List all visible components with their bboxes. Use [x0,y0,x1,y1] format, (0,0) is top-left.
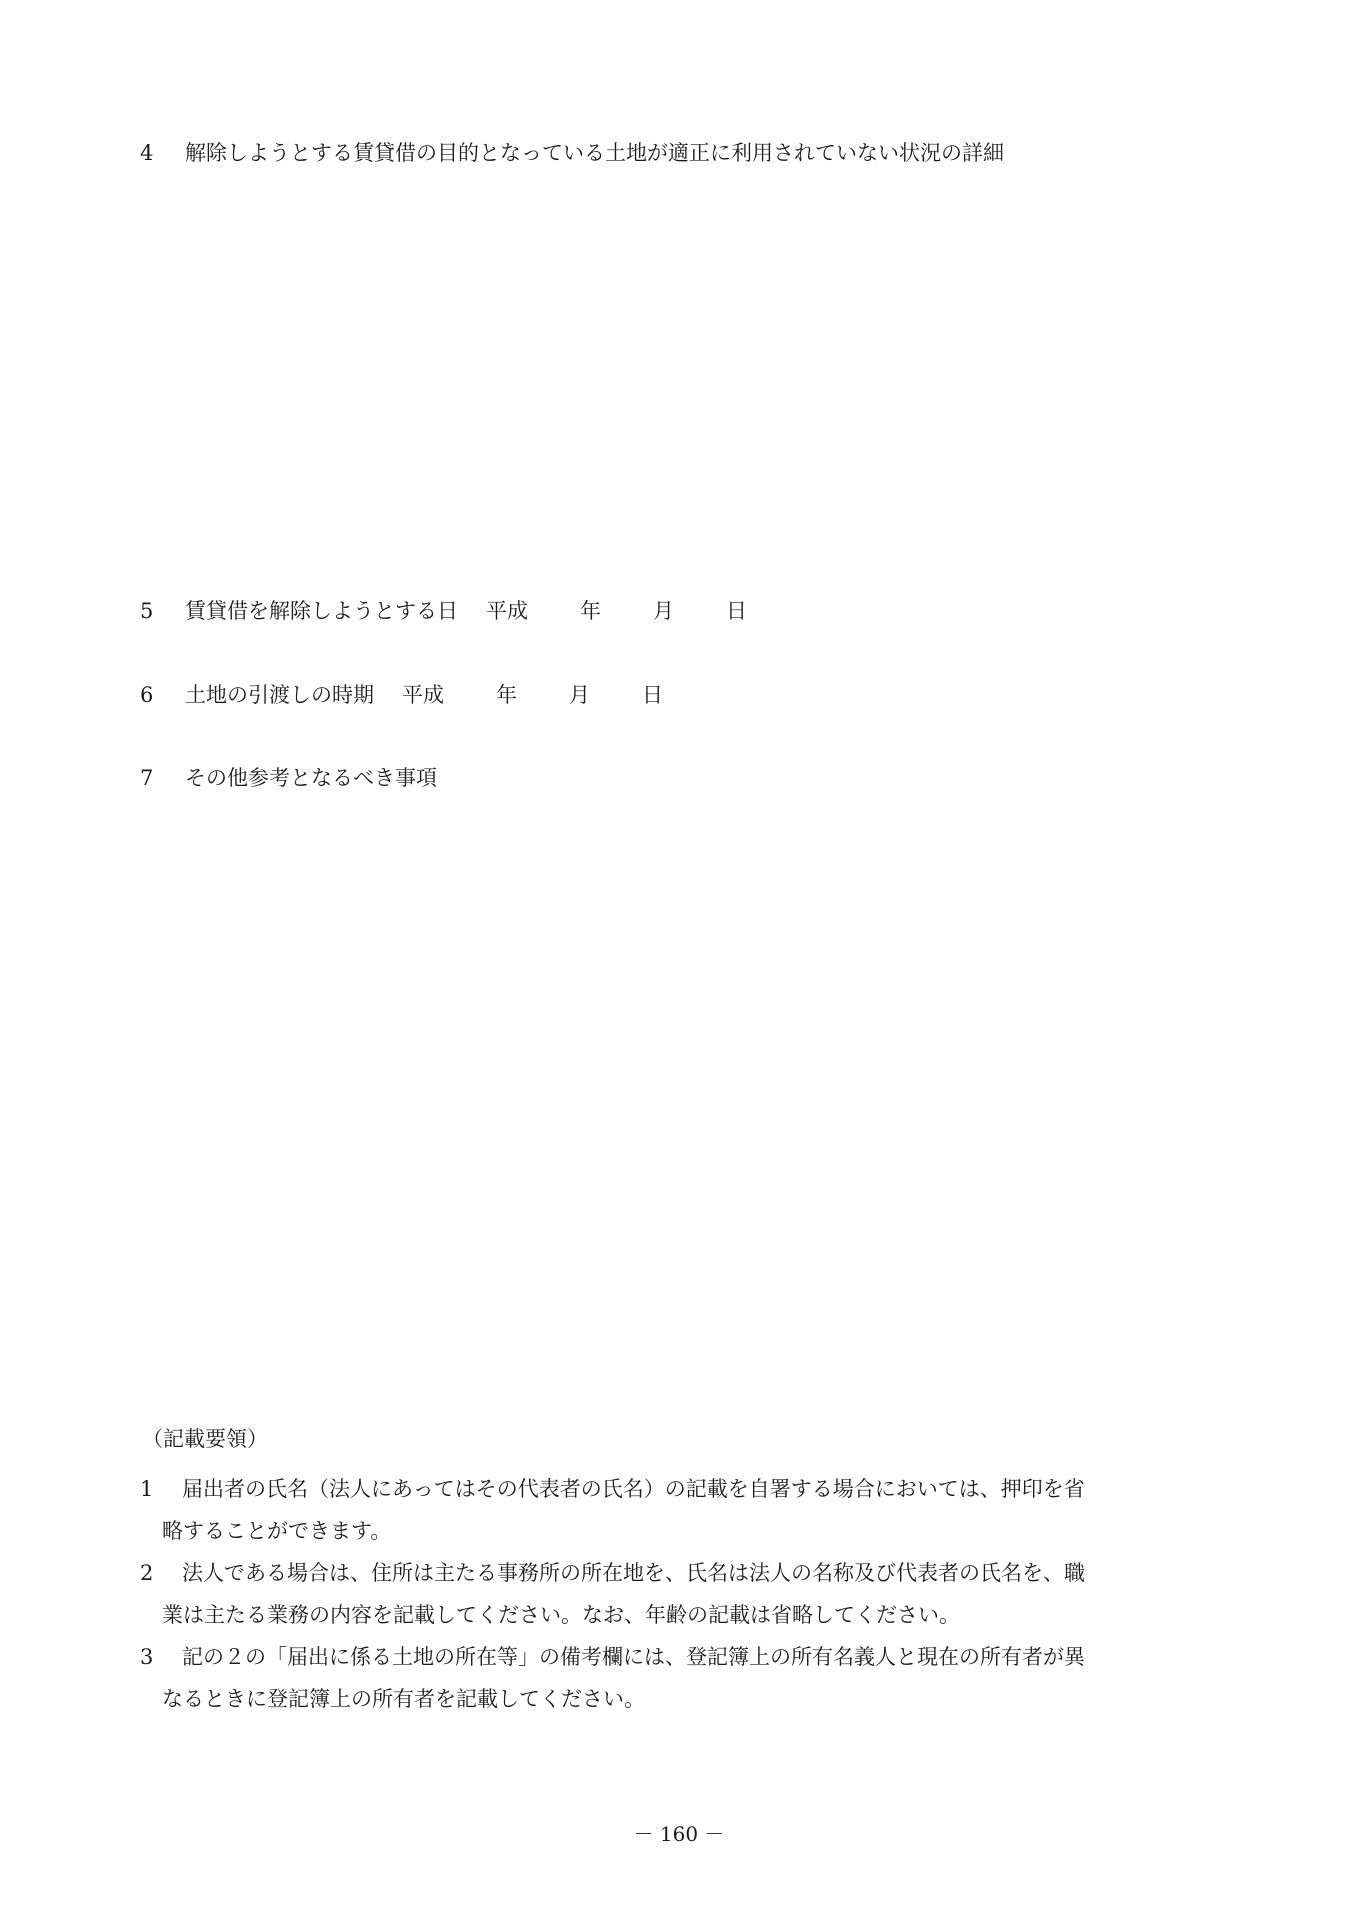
item-4-unused-land-details [140,138,1004,168]
instruction-number: 3 [140,1645,154,1669]
year-label: 年 [580,599,601,623]
instruction-text-line: 略することができます。 [162,1519,392,1543]
day-label: 日 [642,683,663,707]
era-label: 平成 [486,599,528,623]
item-label: 賃貸借を解除しようとする日 [185,599,458,623]
year-label: 年 [496,683,517,707]
item-text: 解除しようとする賃貸借の目的となっている土地が適正に利用されていない状況の詳細 [185,141,1004,165]
item-label: 土地の引渡しの時期 [185,683,374,707]
instruction-item [140,1552,1230,1636]
instructions-heading: （記載要領） [142,1427,268,1451]
day-label: 日 [726,599,747,623]
instruction-number: 2 [140,1561,154,1585]
instruction-text-line: 法人である場合は、住所は主たる事務所の所在地を、氏名は法人の名称及び代表者の氏名を、職 [182,1561,1085,1585]
instruction-item [140,1636,1230,1720]
instruction-text-line: 記の２の「届出に係る土地の所在等」の備考欄には、登記簿上の所有名義人と現在の所有者が異 [182,1645,1085,1669]
instruction-number: 1 [140,1477,154,1501]
instruction-item [140,1468,1230,1552]
month-label: 月 [569,683,590,707]
item-6-land-handover-date [140,680,663,710]
item-5-lease-termination-date [140,596,747,626]
filling-instructions [140,1424,1230,1720]
instruction-text-line: 届出者の氏名（法人にあってはその代表者の氏名）の記載を自署する場合においては、押印を省 [182,1477,1085,1501]
item-text: その他参考となるべき事項 [185,766,437,790]
instruction-text-line: 業は主たる業務の内容を記載してください。なお、年齢の記載は省略してください。 [162,1603,960,1627]
item-number: 6 [140,683,154,707]
item-number: 4 [140,141,154,165]
month-label: 月 [653,599,674,623]
item-number: 7 [140,766,154,790]
page-number: － 160 － [633,1822,725,1846]
instruction-text-line: なるときに登記簿上の所有者を記載してください。 [162,1687,645,1711]
item-7-other-reference-matters [140,763,437,793]
item-number: 5 [140,599,154,623]
era-label: 平成 [402,683,444,707]
